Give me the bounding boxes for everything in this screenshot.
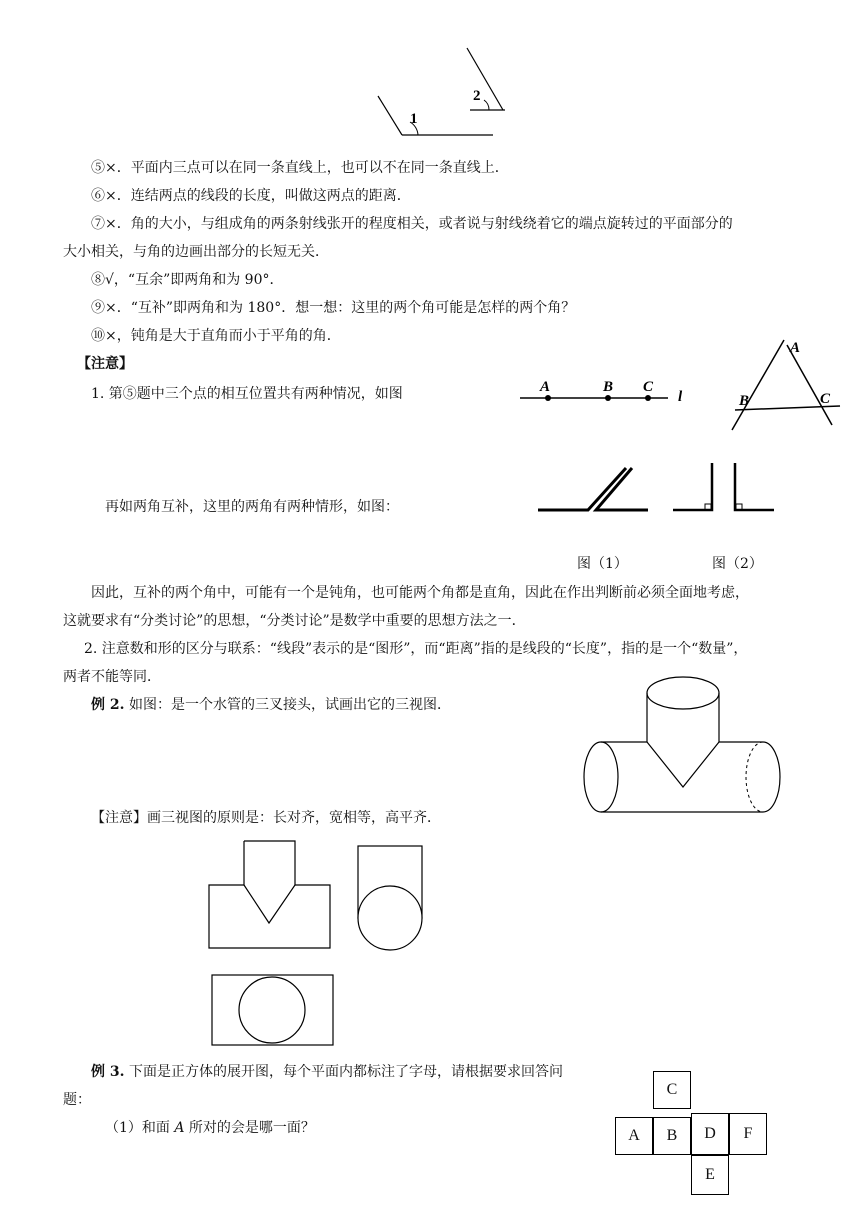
example-3-question-1 bbox=[105, 1119, 315, 1137]
figure-1-caption: 图（1） bbox=[577, 556, 628, 572]
figure-2-caption: 图（2） bbox=[712, 556, 763, 572]
line-7b: 大小相关，与角的边画出部分的长短无关． bbox=[63, 244, 329, 260]
net-face-D: D bbox=[691, 1113, 729, 1155]
note-1b: 再如两角互补，这里的两角有两种情形，如图： bbox=[105, 499, 399, 515]
net-face-C: C bbox=[653, 1071, 691, 1109]
example-2-label: 例 2. bbox=[91, 697, 125, 713]
line-6: ⑥×．连结两点的线段的长度，叫做这两点的距离． bbox=[91, 188, 411, 204]
net-face-B: B bbox=[653, 1117, 691, 1155]
supplementary-angles-figure bbox=[0, 460, 860, 520]
note-1: 1. 第⑤题中三个点的相互位置共有两种情况，如图 bbox=[91, 386, 403, 402]
line-7a: ⑦×．角的大小，与组成角的两条射线张开的程度相关，或者说与射线绕着它的端点旋转过的平面部分的 bbox=[91, 216, 733, 232]
note-heading: 【注意】 bbox=[77, 356, 133, 372]
angle-figure-top bbox=[0, 0, 860, 150]
example-3 bbox=[91, 1063, 563, 1081]
example-3-text: 下面是正方体的展开图，每个平面内都标注了字母，请根据要求回答问 bbox=[124, 1064, 563, 1080]
example-2-text: 如图：是一个水管的三叉接头，试画出它的三视图． bbox=[124, 697, 451, 713]
paragraph-1a: 因此，互补的两个角中，可能有一个是钝角，也可能两个角都是直角，因此在作出判断前必须全面地考虑， bbox=[91, 585, 749, 601]
example-3-text-2: 题： bbox=[63, 1092, 91, 1108]
question-1-var: A bbox=[174, 1120, 185, 1136]
note-2a: 2. 注意数和形的区分与联系：“线段”表示的是“图形”，而“距离”指的是线段的“长度”，指的是一个“数量”， bbox=[84, 641, 748, 657]
line-5: ⑤×．平面内三点可以在同一条直线上，也可以不在同一条直线上． bbox=[91, 160, 509, 176]
question-1-post: 所对的会是哪一面？ bbox=[184, 1120, 315, 1136]
angle-2-label: 2 bbox=[473, 88, 481, 104]
net-face-F: F bbox=[729, 1113, 767, 1155]
angle-1-label: 1 bbox=[410, 111, 418, 127]
net-face-A: A bbox=[615, 1117, 653, 1155]
question-1-pre: （1）和面 bbox=[105, 1120, 175, 1136]
triangle-C-label: C bbox=[820, 391, 831, 407]
pipe-tee-figure bbox=[0, 665, 860, 825]
point-C-label: C bbox=[643, 379, 654, 395]
triangle-figure bbox=[0, 335, 860, 435]
paragraph-1b: 这就要求有“分类讨论”的思想，“分类讨论”是数学中重要的思想方法之一． bbox=[63, 613, 526, 629]
example-2-note: 【注意】画三视图的原则是：长对齐，宽相等，高平齐． bbox=[91, 810, 441, 826]
point-B-label: B bbox=[603, 379, 614, 395]
line-10: ⑩×，钝角是大于直角而小于平角的角． bbox=[91, 328, 341, 344]
net-face-E: E bbox=[691, 1155, 729, 1195]
triangle-A-label: A bbox=[790, 340, 801, 356]
triangle-B-label: B bbox=[739, 393, 750, 409]
note-2b: 两者不能等同． bbox=[63, 669, 161, 685]
line-9: ⑨×．“互补”即两角和为 180°．想一想：这里的两个角可能是怎样的两个角？ bbox=[91, 300, 576, 316]
point-A-label: A bbox=[540, 379, 551, 395]
three-views-figure bbox=[0, 838, 860, 1058]
line-8: ⑧√，“互余”即两角和为 90°． bbox=[91, 272, 284, 288]
example-3-label: 例 3. bbox=[91, 1064, 125, 1080]
line-l-label: l bbox=[678, 389, 683, 405]
